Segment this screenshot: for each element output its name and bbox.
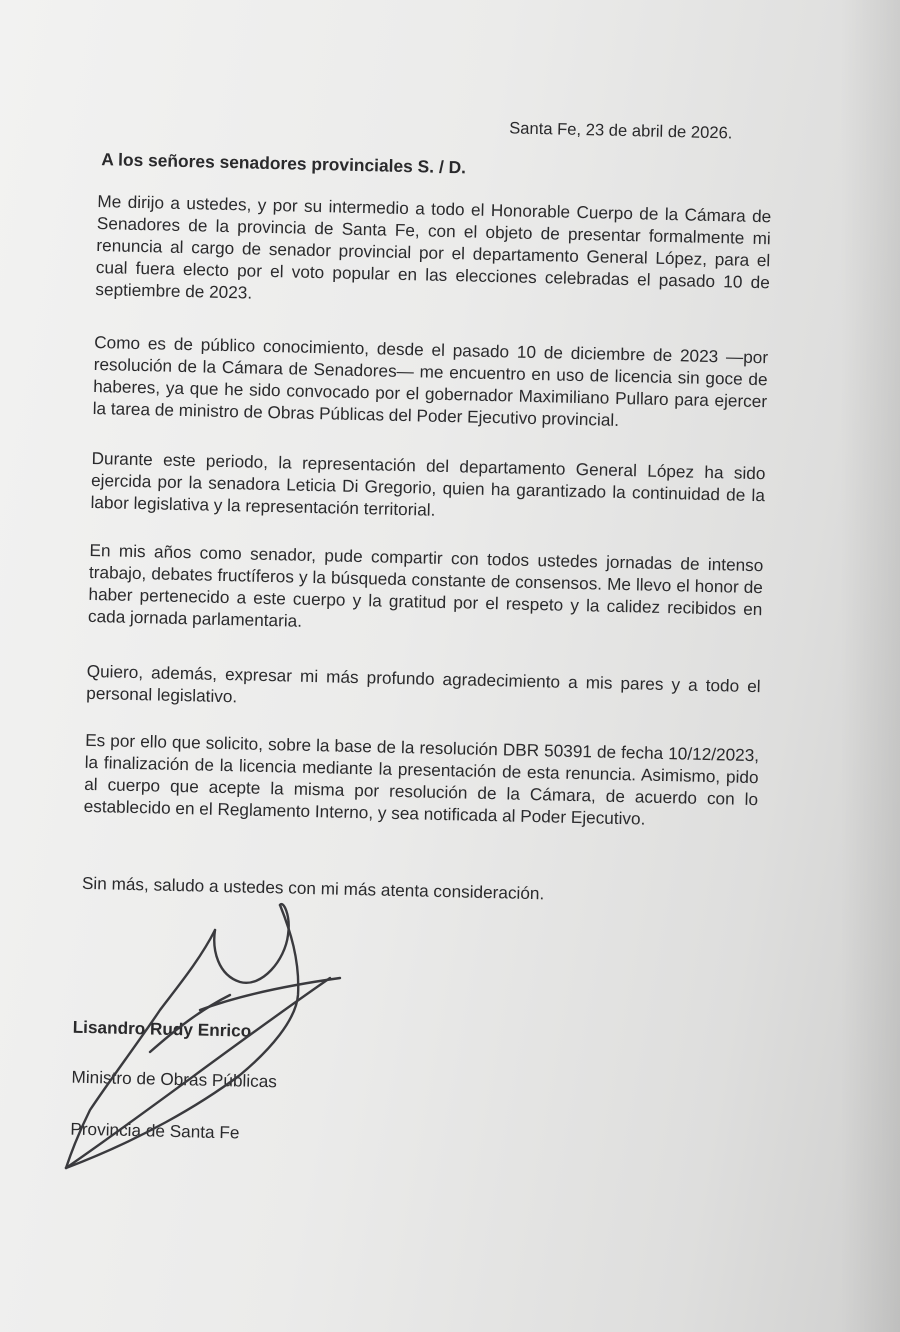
- signer-role: Ministro de Obras Públicas: [71, 1066, 278, 1092]
- page-shadow: [840, 0, 900, 1332]
- paragraph-representation: Durante este periodo, la representación del departamento General López ha sido ejercida por la senadora Leticia Di Gregorio, quien ha garantizado la continuidad de la labor legislativa y la representación territorial.: [90, 447, 766, 520]
- paragraph-gratitude: En mis años como senador, pude compartir con todos ustedes jornadas de intenso trabajo, debates fructíferos y la búsqueda constante de consensos. Me llevo el honor de haber pertenecido a este cuerpo y la gratitud por el respeto y la calidez recibidos en cada jornada parlamentaria.: [87, 539, 764, 631]
- paragraph-resignation: Me dirijo a ustedes, y por su intermedio a todo el Honorable Cuerpo de la Cámara de Senadores de la provincia de Santa Fe, con el objeto de presentar formalmente mi renuncia al cargo de senador provincial por el departamento General López, para el cual fuera electo por el voto popular en las elecciones celebradas el pasado 10 de septiembre de 2023.: [95, 191, 772, 303]
- letter-date: Santa Fe, 23 de abril de 2026.: [508, 118, 733, 143]
- paragraph-thanks: Quiero, además, expresar mi más profundo agradecimiento a mis pares y a todo el personal legislativo.: [86, 660, 761, 707]
- signer-name: Lisandro Rudy Enrico: [72, 1016, 252, 1041]
- paragraph-closing: Sin más, saludo a ustedes con mi más atenta consideración.: [81, 872, 545, 904]
- signer-province: Provincia de Santa Fe: [70, 1118, 240, 1143]
- letter-sheet: [70, 0, 788, 1143]
- paragraph-leave: Como es de público conocimiento, desde el pasado 10 de diciembre de 2023 —por resolución de la Cámara de Senadores— me encuentro en uso de licencia sin goce de haberes, ya que he sido convocado por el gobernador Maximiliano Pullaro para ejercer la tarea de ministro de Obras Públicas del Poder Ejecutivo provincial.: [92, 332, 769, 430]
- letter-salutation: A los señores senadores provinciales S. / D.: [101, 149, 467, 178]
- paragraph-request: Es por ello que solicito, sobre la base de la resolución DBR 50391 de fecha 10/12/2023, la finalización de la licencia mediante la presentación de esta renuncia. Asimismo, pido al cuerpo que acepte la misma por resolución de la Cámara, de acuerdo con lo establecido en el Reglamento Interno, y sea notificada al Poder Ejecutivo.: [83, 729, 760, 829]
